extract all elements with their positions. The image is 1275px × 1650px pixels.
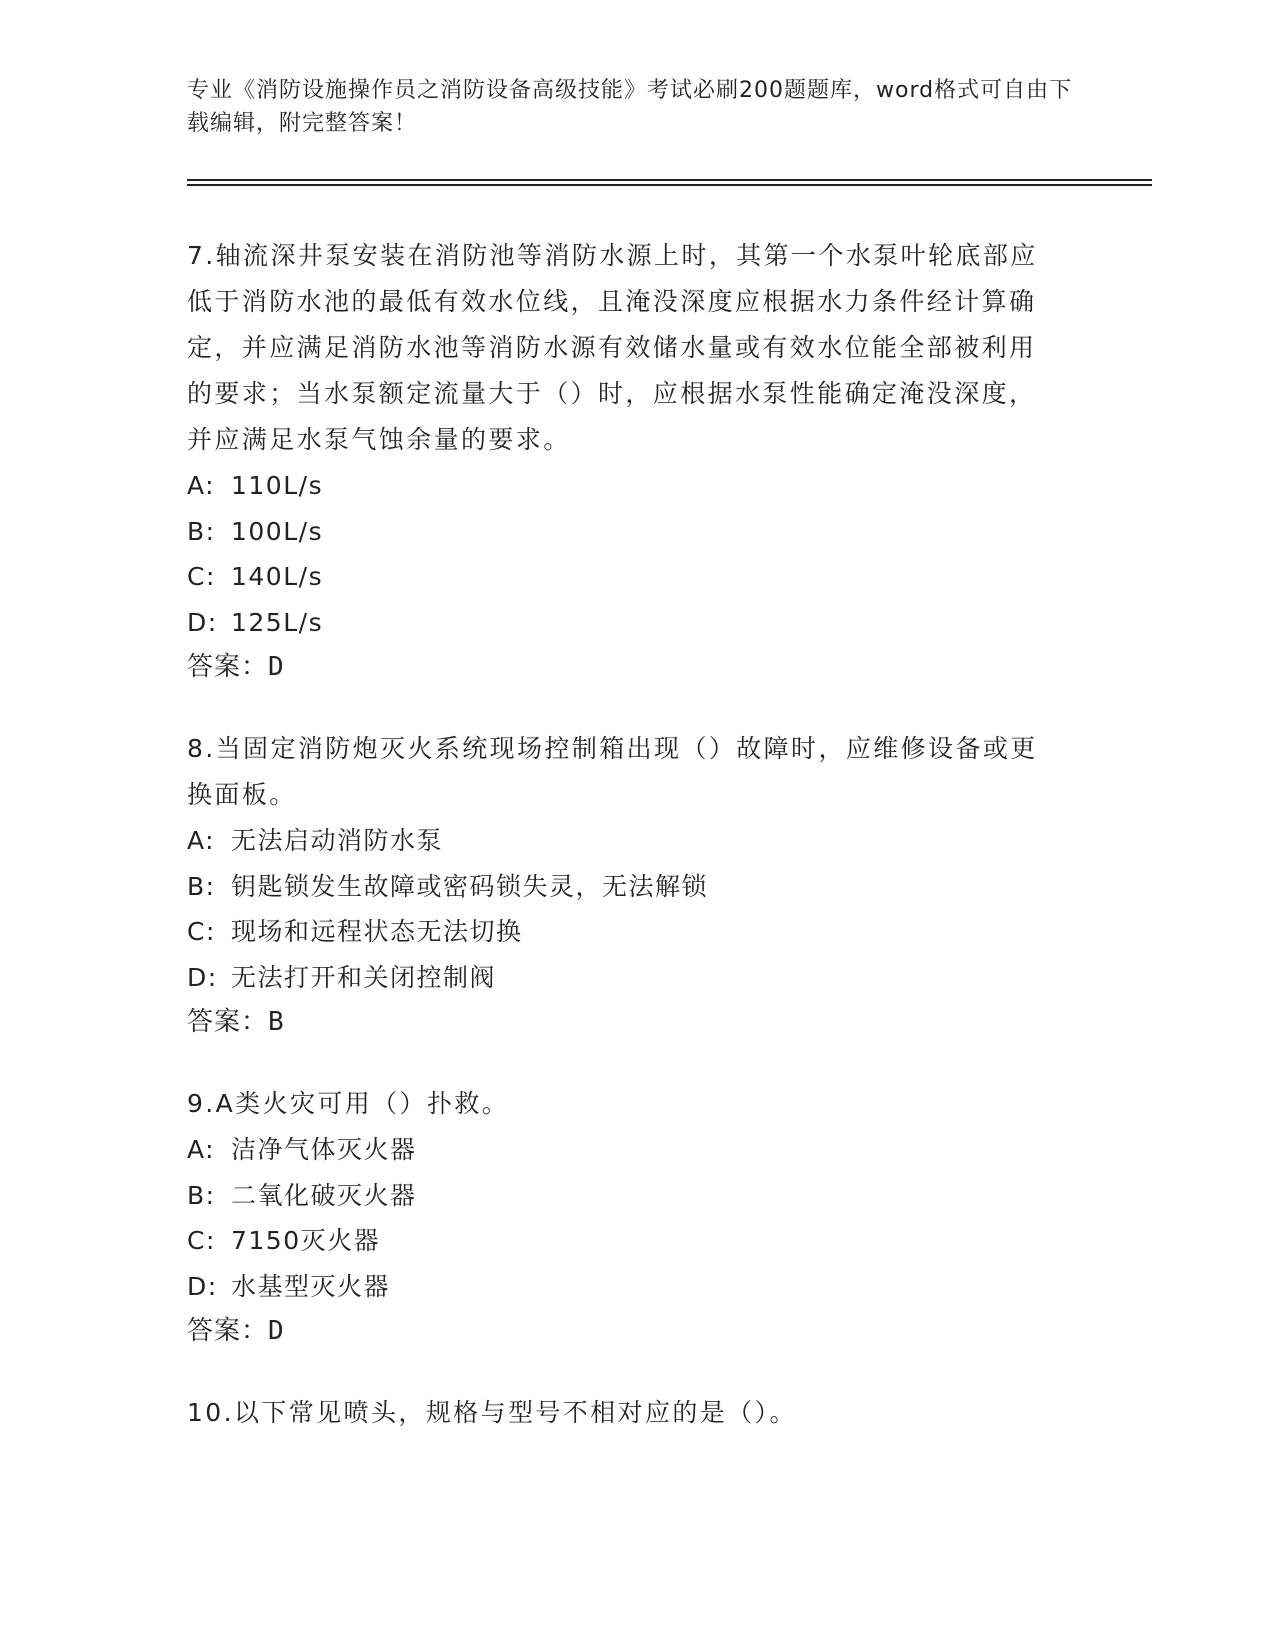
option-c xyxy=(187,1218,1057,1264)
question-stem: 10.以下常见喷头，规格与型号不相对应的是（）。 xyxy=(187,1398,797,1427)
option-letter: A: xyxy=(187,1135,216,1164)
option-text: 110L/s xyxy=(231,471,324,500)
question-stem: 8.当固定消防炮灭火系统现场控制箱出现（）故障时，应维修设备或更换面板。 xyxy=(187,734,1038,809)
option-text: 水基型灭火器 xyxy=(231,1271,391,1301)
option-letter: C: xyxy=(187,1226,216,1255)
header-divider-bottom xyxy=(187,184,1152,186)
answer-line: 答案：B xyxy=(187,1007,285,1037)
option-d xyxy=(187,600,1057,646)
document-header: 专业《消防设施操作员之消防设备高级技能》考试必刷200题题库，word格式可自由下载编辑，附完整答案！ xyxy=(187,78,1073,136)
option-text: 现场和远程状态无法切换 xyxy=(231,917,523,946)
option-text: 100L/s xyxy=(231,516,324,546)
option-text: 钥匙锁发生故障或密码锁失灵，无法解锁 xyxy=(231,871,709,901)
option-a xyxy=(187,463,1057,509)
answer-line: 答案：D xyxy=(187,652,285,682)
option-letter: B: xyxy=(187,1180,216,1210)
header-divider-top xyxy=(187,179,1152,181)
option-letter: C: xyxy=(187,917,216,946)
option-text: 洁净气体灭火器 xyxy=(231,1135,417,1164)
question-9 xyxy=(187,1081,1057,1354)
answer-line: 答案：D xyxy=(187,1316,285,1346)
option-a xyxy=(187,818,1057,864)
option-letter: A: xyxy=(187,826,216,855)
question-8 xyxy=(187,726,1057,1045)
option-letter: D: xyxy=(187,962,218,992)
option-text: 无法启动消防水泵 xyxy=(231,826,444,855)
option-letter: D: xyxy=(187,1271,218,1301)
question-list xyxy=(187,233,1057,1472)
option-c xyxy=(187,554,1057,600)
question-10 xyxy=(187,1390,1057,1436)
option-letter: B: xyxy=(187,516,216,546)
option-letter: A: xyxy=(187,471,216,500)
option-c xyxy=(187,909,1057,955)
option-letter: D: xyxy=(187,607,218,637)
option-text: 无法打开和关闭控制阀 xyxy=(231,962,497,992)
option-d xyxy=(187,1264,1057,1310)
option-text: 二氧化破灭火器 xyxy=(231,1180,417,1210)
option-letter: C: xyxy=(187,562,216,591)
option-b xyxy=(187,864,1057,910)
option-text: 140L/s xyxy=(231,562,324,591)
option-b xyxy=(187,509,1057,555)
option-text: 125L/s xyxy=(231,607,324,637)
option-b xyxy=(187,1173,1057,1219)
question-7 xyxy=(187,233,1057,690)
option-text: 7150灭火器 xyxy=(231,1226,381,1255)
question-stem: 9.A类火灾可用（）扑救。 xyxy=(187,1089,510,1118)
option-a xyxy=(187,1127,1057,1173)
option-d xyxy=(187,955,1057,1001)
option-letter: B: xyxy=(187,871,216,901)
question-stem: 7.轴流深井泵安装在消防池等消防水源上时，其第一个水泵叶轮底部应低于消防水池的最低有效水位线，且淹没深度应根据水力条件经计算确定，并应满足消防水池等消防水源有效储水量或有效水位能全部被利用的要求；当水泵额定流量大于（）时，应根据水泵性能确定淹没深度，并应满足水泵气蚀余量的要求。 xyxy=(187,241,1038,454)
